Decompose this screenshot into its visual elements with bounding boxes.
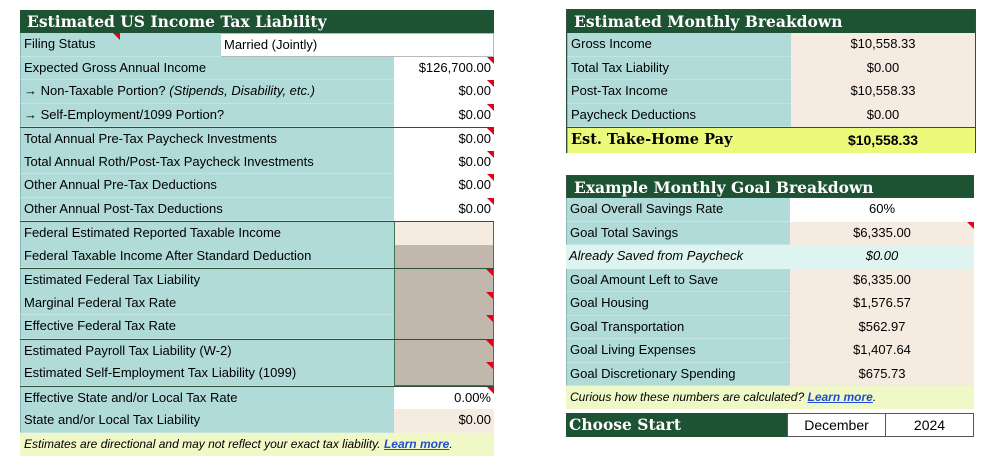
monthly-row [567,104,975,128]
effective-rate-row [20,315,494,339]
take-home-label: Est. Take-Home Pay [567,128,791,153]
learn-more-link[interactable]: Learn more [383,436,450,451]
payroll-tax-value [394,340,494,364]
row-label: Other Annual Post-Tax Deductions [20,198,394,222]
state-liability-row [20,409,494,433]
tax-liability-title: Estimated US Income Tax Liability [20,10,494,33]
start-year-select[interactable]: 2024 [886,413,974,437]
posttax-deductions-row [20,198,494,222]
payroll-tax-row [20,339,494,363]
pretax-deductions-row [20,174,494,198]
filing-status-select[interactable]: Married (Jointly) [221,33,494,57]
pretax-invest-input[interactable]: $0.00 [394,128,494,152]
row-label: Goal Amount Left to Save [566,269,790,293]
goal-breakdown-panel [566,175,974,458]
roth-invest-input[interactable]: $0.00 [394,151,494,175]
non-taxable-row [20,80,494,104]
monthly-row [567,33,975,57]
row-label: Goal Overall Savings Rate [566,198,790,222]
row-label: State and/or Local Tax Liability [20,409,394,433]
effective-rate-value [394,315,494,339]
row-label: Goal Transportation [566,316,790,340]
row-label: Effective Federal Tax Rate [20,315,394,339]
total-tax-value: $0.00 [791,57,975,81]
row-label: Goal Housing [566,292,790,316]
tax-liability-panel [20,10,494,456]
row-label: Gross Income [567,33,791,57]
goal-row [566,222,974,246]
fed-taxable-income-row [20,245,494,269]
goal-total-savings-value: $6,335.00 [790,222,974,246]
goal-living-value: $1,407.64 [790,339,974,363]
row-label: Federal Taxable Income After Standard Deduction [20,245,394,269]
row-label: Federal Estimated Reported Taxable Income [20,222,394,246]
state-rate-input[interactable]: 0.00% [394,387,494,411]
row-label: Goal Discretionary Spending [566,363,790,387]
row-label: Effective State and/or Local Tax Rate [20,387,394,411]
self-employment-tax-value [394,362,494,386]
row-label: Expected Gross Annual Income [20,57,394,81]
posttax-deductions-input[interactable]: $0.00 [394,198,494,222]
start-date-row [566,413,974,458]
goal-row [566,245,974,269]
monthly-breakdown-panel [566,9,976,153]
self-employment-tax-row [20,362,494,386]
state-rate-row [20,386,494,410]
goal-transportation-value: $562.97 [790,316,974,340]
fed-tax-liability-value [394,269,494,293]
row-label: Paycheck Deductions [567,104,791,128]
gross-income-value: $10,558.33 [791,33,975,57]
marginal-rate-value [394,292,494,316]
goal-row [566,269,974,293]
row-label: Other Annual Pre-Tax Deductions [20,174,394,198]
calc-note-text: Curious how these numbers are calculated? [570,390,805,404]
row-label: Goal Living Expenses [566,339,790,363]
goal-row [566,198,974,222]
row-label: Marginal Federal Tax Rate [20,292,394,316]
pretax-deductions-input[interactable]: $0.00 [394,174,494,198]
fed-taxable-income-value [394,245,494,269]
state-liability-value: $0.00 [394,409,494,433]
monthly-breakdown-title: Estimated Monthly Breakdown [567,10,975,33]
row-label: Total Annual Pre-Tax Paycheck Investments [20,128,394,152]
row-label: Estimated Payroll Tax Liability (W-2) [20,340,394,364]
roth-invest-row [20,151,494,175]
goal-row [566,316,974,340]
goal-row [566,292,974,316]
paycheck-deductions-value: $0.00 [791,104,975,128]
post-tax-income-value: $10,558.33 [791,80,975,104]
goal-housing-value: $1,576.57 [790,292,974,316]
fed-reported-income-value [394,222,494,246]
pretax-invest-row [20,127,494,151]
fed-tax-liability-row [20,268,494,292]
goal-row [566,339,974,363]
goal-discretionary-value: $675.73 [790,363,974,387]
row-label: Total Annual Roth/Post-Tax Paycheck Investments [20,151,394,175]
filing-status-row [20,33,494,57]
row-label: → Non-Taxable Portion? (Stipends, Disability, etc.) [20,80,394,104]
already-saved-value: $0.00 [790,245,974,269]
take-home-row [567,127,975,152]
row-label: Estimated Federal Tax Liability [20,269,394,293]
calc-note: Curious how these numbers are calculated? Learn more. [566,386,974,409]
fed-reported-income-row [20,221,494,245]
non-taxable-input[interactable]: $0.00 [394,80,494,104]
savings-rate-input[interactable]: 60% [790,198,974,222]
row-label: Estimated Self-Employment Tax Liability (1099) [20,362,394,386]
start-month-select[interactable]: December [787,413,886,437]
monthly-row [567,80,975,104]
gross-income-row [20,57,494,81]
goal-left-value: $6,335.00 [790,269,974,293]
row-label: Post-Tax Income [567,80,791,104]
monthly-row [567,57,975,81]
disclaimer-note: Estimates are directional and may not reflect your exact tax liability. Learn more. [20,433,494,456]
disclaimer-text: Estimates are directional and may not reflect your exact tax liability. [24,436,381,451]
start-date-label: Choose Start Year/Month [566,413,787,437]
goal-row [566,363,974,387]
self-employment-input[interactable]: $0.00 [394,104,494,128]
row-label: Goal Total Savings [566,222,790,246]
goal-breakdown-title: Example Monthly Goal Breakdown [566,175,974,198]
row-label: Already Saved from Paycheck [566,245,790,269]
take-home-value: $10,558.33 [791,128,975,153]
filing-status-label: Filing Status [20,33,221,57]
learn-more-link[interactable]: Learn more [807,390,873,404]
marginal-rate-row [20,292,494,316]
gross-income-input[interactable]: $126,700.00 [394,57,494,81]
self-employment-row [20,104,494,128]
row-label: Total Tax Liability [567,57,791,81]
row-label: → Self-Employment/1099 Portion? [20,104,394,128]
